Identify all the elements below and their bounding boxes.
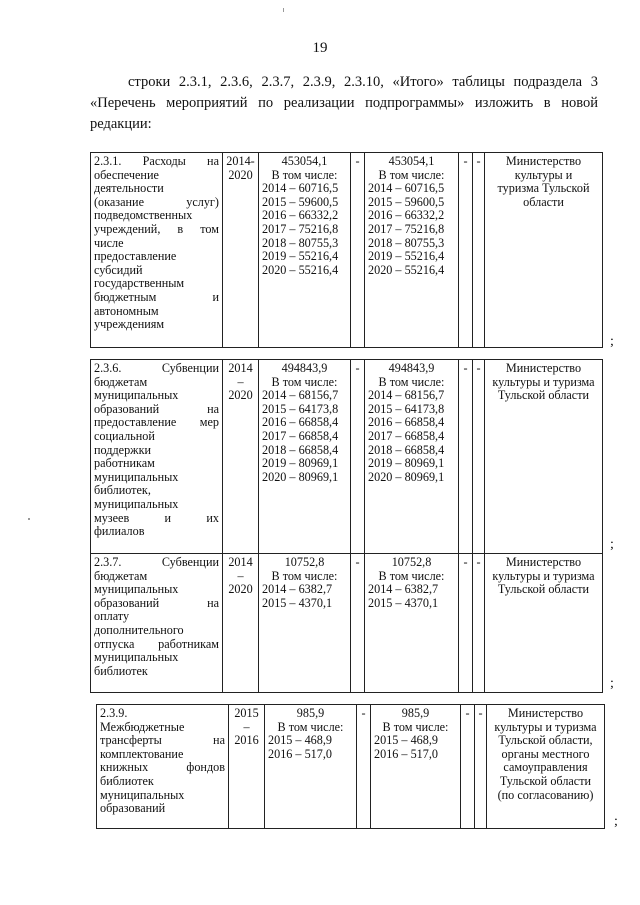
dash-cell: - bbox=[351, 360, 365, 554]
name-lines-line: образований на bbox=[94, 401, 219, 416]
table-row-2-3-1 bbox=[90, 152, 603, 348]
name-lines-line: предоставление bbox=[94, 249, 177, 264]
name-lines-line: оплату bbox=[94, 609, 130, 624]
name-lines-line: подведомственных bbox=[94, 208, 193, 223]
name-lines-line: муниципальных bbox=[94, 469, 179, 484]
table-row-2-3-7 bbox=[90, 553, 603, 693]
name-lines-line: образований bbox=[100, 801, 166, 816]
name-lines-line: муниципальных bbox=[100, 787, 185, 802]
activity-name bbox=[91, 153, 223, 348]
total-value-2: 10752,8 bbox=[391, 555, 432, 569]
items2-line: 2019 – 55216,4 bbox=[368, 249, 445, 264]
responsible-lines-line: Тульской области bbox=[497, 582, 590, 597]
activity-name bbox=[97, 705, 229, 829]
items2-line: 2015 – 468,9 bbox=[374, 733, 438, 748]
responsible-lines-line: Министерство bbox=[505, 361, 582, 375]
regional-funding-cell bbox=[365, 554, 459, 693]
years-lines-line: 2020 bbox=[228, 388, 253, 403]
name-lines-line: трансферты на bbox=[100, 733, 225, 748]
items2-line: 2019 – 80969,1 bbox=[368, 456, 445, 471]
total-value: 10752,8 bbox=[284, 555, 325, 569]
years-cell bbox=[229, 705, 265, 829]
items2-line: 2018 – 80755,3 bbox=[368, 235, 445, 250]
scan-artifact bbox=[28, 518, 30, 520]
total-value: 453054,1 bbox=[281, 154, 328, 168]
name-lines-line: работникам bbox=[94, 456, 155, 471]
items-line: 2019 – 55216,4 bbox=[262, 249, 339, 264]
items-line: 2015 – 59600,5 bbox=[262, 194, 339, 209]
name-lines-line: бюджетам bbox=[94, 568, 148, 583]
name-lines-line: муниципальных bbox=[94, 496, 179, 511]
intro-line-1: строки 2.3.1, 2.3.6, 2.3.7, 2.3.9, 2.3.10, «Итого» таблицы подраздела 3 bbox=[128, 74, 598, 90]
items2-line: 2014 – 60716,5 bbox=[368, 181, 445, 196]
dash-cell: - bbox=[473, 153, 485, 348]
responsible-executor bbox=[485, 153, 603, 348]
dash-cell: - bbox=[459, 153, 473, 348]
scan-artifact bbox=[283, 8, 284, 12]
activity-name bbox=[91, 360, 223, 554]
responsible-executor bbox=[485, 554, 603, 693]
including-label: В том числе: bbox=[271, 374, 338, 389]
responsible-lines-line: культуры и bbox=[514, 167, 573, 182]
total-funding-cell bbox=[259, 554, 351, 693]
responsible-lines-line: Министерство bbox=[505, 555, 582, 569]
responsible-lines-line: Министерство bbox=[505, 154, 582, 168]
items2-line: 2016 – 66858,4 bbox=[368, 415, 445, 430]
items2-line: 2016 – 66332,2 bbox=[368, 208, 445, 223]
including-label: В том числе: bbox=[271, 568, 338, 583]
items2-line: 2017 – 66858,4 bbox=[368, 428, 445, 443]
items-line: 2014 – 6382,7 bbox=[262, 582, 333, 597]
regional-funding-cell bbox=[371, 705, 461, 829]
years-lines-line: 2014- bbox=[226, 154, 255, 168]
name-lines-line: 2.3.9. bbox=[100, 706, 128, 720]
items-line: 2019 – 80969,1 bbox=[262, 456, 339, 471]
items-line: 2016 – 66858,4 bbox=[262, 415, 339, 430]
responsible-lines-line: культуры и туризма bbox=[492, 374, 595, 389]
responsible-lines-line: туризма Тульской bbox=[497, 181, 590, 196]
total-funding-cell bbox=[259, 153, 351, 348]
name-lines-line: государственным bbox=[94, 276, 185, 291]
responsible-lines-line: Тульской области bbox=[497, 388, 590, 403]
name-lines-line: 2.3.7. Субвенции bbox=[94, 555, 219, 569]
name-lines-line: обеспечение bbox=[94, 167, 159, 182]
items-line: 2015 – 64173,8 bbox=[262, 401, 339, 416]
years-lines-line: 2014 – bbox=[228, 555, 253, 583]
including-label: В том числе: bbox=[277, 719, 344, 734]
including-label-2: В том числе: bbox=[378, 374, 445, 389]
items-line: 2017 – 66858,4 bbox=[262, 428, 339, 443]
row-terminator-semicolon: ; bbox=[610, 334, 614, 349]
responsible-lines-line: культуры и туризма bbox=[494, 719, 597, 734]
years-cell bbox=[223, 153, 259, 348]
name-lines-line: бюджетным и bbox=[94, 289, 219, 304]
table-row-2-3-6 bbox=[90, 359, 603, 554]
name-lines-line: 2.3.6. Субвенции bbox=[94, 361, 219, 375]
items-line: 2016 – 517,0 bbox=[268, 746, 332, 761]
items2-line: 2016 – 517,0 bbox=[374, 746, 438, 761]
items2-line: 2018 – 66858,4 bbox=[368, 442, 445, 457]
responsible-lines-line: области bbox=[523, 194, 564, 209]
dash-cell: - bbox=[459, 360, 473, 554]
page-number: 19 bbox=[312, 40, 328, 56]
name-lines-line: муниципальных bbox=[94, 388, 179, 403]
items-line: 2014 – 68156,7 bbox=[262, 388, 339, 403]
years-cell bbox=[223, 554, 259, 693]
name-lines-line: муниципальных bbox=[94, 650, 179, 665]
total-value: 494843,9 bbox=[281, 361, 328, 375]
years-lines-line: 2020 bbox=[228, 582, 253, 597]
intro-line-2: «Перечень мероприятий по реализации подпрограммы» изложить в новой bbox=[90, 95, 598, 111]
name-lines-line: (оказание услуг) bbox=[94, 194, 219, 209]
items2-line: 2017 – 75216,8 bbox=[368, 221, 445, 236]
name-lines-line: библиотек bbox=[94, 663, 148, 678]
responsible-lines-line: Тульской области, bbox=[498, 733, 593, 748]
responsible-lines-line: самоуправления bbox=[503, 760, 588, 775]
name-lines-line: образований на bbox=[94, 595, 219, 610]
dash-cell: - bbox=[357, 705, 371, 829]
total-value-2: 494843,9 bbox=[388, 361, 435, 375]
total-funding-cell bbox=[265, 705, 357, 829]
years-lines-line: 2016 bbox=[234, 733, 259, 748]
name-lines-line: филиалов bbox=[94, 524, 145, 539]
name-lines-line: 2.3.1. Расходы на bbox=[94, 154, 219, 168]
row-terminator-semicolon: ; bbox=[610, 537, 614, 552]
items-line: 2017 – 75216,8 bbox=[262, 221, 339, 236]
responsible-lines-line: органы местного bbox=[501, 746, 590, 761]
name-lines-line: Межбюджетные bbox=[100, 719, 185, 734]
intro-line-3: редакции: bbox=[90, 116, 152, 132]
name-lines-line: комплектование bbox=[100, 746, 184, 761]
items-line: 2015 – 4370,1 bbox=[262, 595, 333, 610]
dash-cell: - bbox=[461, 705, 475, 829]
total-funding-cell bbox=[259, 360, 351, 554]
intro-paragraph bbox=[90, 72, 598, 135]
items-line: 2018 – 80755,3 bbox=[262, 235, 339, 250]
responsible-executor bbox=[485, 360, 603, 554]
dash-cell: - bbox=[351, 554, 365, 693]
responsible-lines-line: культуры и туризма bbox=[492, 568, 595, 583]
including-label: В том числе: bbox=[271, 167, 338, 182]
name-lines-line: социальной bbox=[94, 428, 155, 443]
name-lines-line: музеев и их bbox=[94, 510, 219, 525]
total-value-2: 985,9 bbox=[401, 706, 430, 720]
including-label-2: В том числе: bbox=[378, 167, 445, 182]
total-value-2: 453054,1 bbox=[388, 154, 435, 168]
responsible-lines-line: Тульской области bbox=[499, 773, 592, 788]
name-lines-line: числе bbox=[94, 235, 124, 250]
name-lines-line: книжных фондов bbox=[100, 760, 225, 775]
dash-cell: - bbox=[475, 705, 487, 829]
items-line: 2014 – 60716,5 bbox=[262, 181, 339, 196]
items-line: 2016 – 66332,2 bbox=[262, 208, 339, 223]
years-lines-line: 2020 bbox=[228, 167, 253, 182]
including-label-2: В том числе: bbox=[382, 719, 449, 734]
items2-line: 2014 – 6382,7 bbox=[368, 582, 439, 597]
row-terminator-semicolon: ; bbox=[610, 676, 614, 691]
responsible-lines-line: (по согласованию) bbox=[497, 787, 594, 802]
items-line: 2018 – 66858,4 bbox=[262, 442, 339, 457]
items-line: 2020 – 80969,1 bbox=[262, 469, 339, 484]
items2-line: 2020 – 80969,1 bbox=[368, 469, 445, 484]
items2-line: 2014 – 68156,7 bbox=[368, 388, 445, 403]
name-lines-line: отпуска работникам bbox=[94, 636, 219, 651]
items2-line: 2020 – 55216,4 bbox=[368, 262, 445, 277]
activity-name bbox=[91, 554, 223, 693]
items-line: 2015 – 468,9 bbox=[268, 733, 332, 748]
table-row-2-3-9 bbox=[96, 704, 605, 829]
name-lines-line: учреждениям bbox=[94, 317, 165, 332]
dash-cell: - bbox=[351, 153, 365, 348]
years-lines-line: 2014 – bbox=[228, 361, 253, 389]
row-terminator-semicolon: ; bbox=[614, 814, 618, 829]
name-lines-line: субсидий bbox=[94, 262, 143, 277]
responsible-executor bbox=[487, 705, 605, 829]
dash-cell: - bbox=[473, 360, 485, 554]
items2-line: 2015 – 64173,8 bbox=[368, 401, 445, 416]
name-lines-line: дополнительного bbox=[94, 622, 184, 637]
name-lines-line: учреждений, в том bbox=[94, 221, 219, 236]
items2-line: 2015 – 59600,5 bbox=[368, 194, 445, 209]
name-lines-line: поддержки bbox=[94, 442, 152, 457]
name-lines-line: библиотек bbox=[100, 773, 154, 788]
dash-cell: - bbox=[459, 554, 473, 693]
name-lines-line: бюджетам bbox=[94, 374, 148, 389]
dash-cell: - bbox=[473, 554, 485, 693]
total-value: 985,9 bbox=[296, 706, 325, 720]
including-label-2: В том числе: bbox=[378, 568, 445, 583]
items2-line: 2015 – 4370,1 bbox=[368, 595, 439, 610]
name-lines-line: деятельности bbox=[94, 181, 164, 196]
years-cell bbox=[223, 360, 259, 554]
name-lines-line: предоставление мер bbox=[94, 415, 219, 430]
regional-funding-cell bbox=[365, 360, 459, 554]
items-line: 2020 – 55216,4 bbox=[262, 262, 339, 277]
regional-funding-cell bbox=[365, 153, 459, 348]
years-lines-line: 2015 – bbox=[234, 706, 259, 734]
name-lines-line: автономным bbox=[94, 303, 159, 318]
responsible-lines-line: Министерство bbox=[507, 706, 584, 720]
name-lines-line: муниципальных bbox=[94, 582, 179, 597]
name-lines-line: библиотек, bbox=[94, 483, 151, 498]
